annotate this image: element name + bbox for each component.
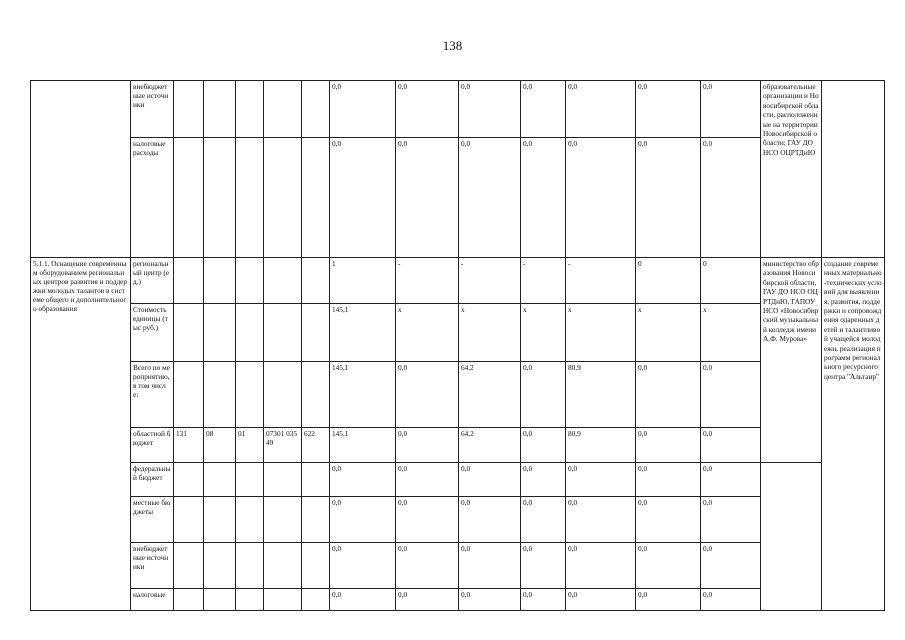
- value-cell: 0,0: [330, 543, 396, 589]
- source-cell: налоговые расходы: [131, 138, 174, 258]
- table-row: [31, 81, 885, 138]
- code-cell: [302, 138, 330, 258]
- value-cell: 0,0: [566, 138, 636, 258]
- result-cell: создание современных материально-технических условий для выявления, развития, поддержки и сопровождения одаренных детей и талантливой учащейся молодежи, реализация программ регионального ресурсного центра "Альтаир": [822, 258, 885, 611]
- value-cell: 1: [330, 258, 396, 304]
- value-cell: 0,0: [566, 589, 636, 611]
- code-cell: [174, 497, 204, 543]
- code-cell: [174, 543, 204, 589]
- code-cell: [236, 463, 264, 497]
- value-cell: 0,0: [396, 362, 459, 428]
- value-cell: 0,0: [459, 589, 521, 611]
- value-cell: 0,0: [701, 362, 761, 428]
- code-cell: 622: [302, 428, 330, 463]
- value-cell: 0,0: [566, 543, 636, 589]
- table-row: [31, 543, 885, 589]
- value-cell: 0,0: [636, 589, 701, 611]
- activity-cell: [31, 81, 131, 258]
- value-cell: 64,2: [459, 362, 521, 428]
- source-cell: внебюджетные источники: [131, 81, 174, 138]
- value-cell: 0,0: [521, 497, 566, 543]
- value-cell: x: [396, 304, 459, 362]
- value-cell: 0,0: [701, 138, 761, 258]
- value-cell: 0,0: [521, 138, 566, 258]
- value-cell: x: [521, 304, 566, 362]
- code-cell: [302, 304, 330, 362]
- value-cell: 0,0: [521, 428, 566, 463]
- value-cell: x: [701, 304, 761, 362]
- value-cell: 80,9: [566, 362, 636, 428]
- activity-cell: 5.1.1. Оснащение современным оборудованием региональных центров развития и поддержки молодых талантов в системе общего и дополнительного образования: [31, 258, 131, 611]
- value-cell: 0,0: [636, 463, 701, 497]
- value-cell: 0,0: [636, 543, 701, 589]
- value-cell: 0,0: [396, 543, 459, 589]
- code-cell: [174, 258, 204, 304]
- table-row: [31, 497, 885, 543]
- source-cell: налоговые: [131, 589, 174, 611]
- code-cell: [302, 463, 330, 497]
- value-cell: 0,0: [701, 81, 761, 138]
- code-cell: [264, 258, 302, 304]
- value-cell: 0,0: [396, 138, 459, 258]
- code-cell: [174, 362, 204, 428]
- code-cell: [264, 81, 302, 138]
- value-cell: 0,0: [521, 589, 566, 611]
- source-cell: федеральный бюджет: [131, 463, 174, 497]
- code-cell: [174, 463, 204, 497]
- value-cell: 0,0: [521, 543, 566, 589]
- code-cell: [302, 589, 330, 611]
- value-cell: 145,1: [330, 362, 396, 428]
- value-cell: 0,0: [701, 497, 761, 543]
- value-cell: 0,0: [636, 497, 701, 543]
- code-cell: [204, 304, 236, 362]
- table-row: [31, 362, 885, 428]
- value-cell: 0,0: [636, 81, 701, 138]
- source-cell: Стоимость единицы (тыс руб.): [131, 304, 174, 362]
- value-cell: -: [396, 258, 459, 304]
- value-cell: 0,0: [396, 463, 459, 497]
- value-cell: 0,0: [396, 81, 459, 138]
- code-cell: [302, 543, 330, 589]
- value-cell: 0,0: [459, 81, 521, 138]
- code-cell: [204, 362, 236, 428]
- table-row: [31, 258, 885, 304]
- value-cell: 0,0: [521, 362, 566, 428]
- value-cell: 0: [701, 258, 761, 304]
- value-cell: 0,0: [396, 428, 459, 463]
- value-cell: 0,0: [330, 589, 396, 611]
- code-cell: [264, 543, 302, 589]
- value-cell: 0,0: [396, 497, 459, 543]
- value-cell: 0,0: [330, 81, 396, 138]
- code-cell: [302, 81, 330, 138]
- source-cell: внебюджетные источники: [131, 543, 174, 589]
- value-cell: 0,0: [566, 81, 636, 138]
- code-cell: [174, 304, 204, 362]
- executor-cell: министерство образования Новосибирской области, ГАУ ДО НСО ОЦРТДиЮ, ГАПОУ НСО «Новосибирский музыкальный колледж имени А.Ф. Мурова»: [761, 258, 822, 463]
- value-cell: 64,2: [459, 428, 521, 463]
- code-cell: [236, 543, 264, 589]
- value-cell: 0,0: [636, 428, 701, 463]
- value-cell: -: [566, 258, 636, 304]
- code-cell: [204, 463, 236, 497]
- code-cell: 01: [236, 428, 264, 463]
- value-cell: 0,0: [701, 589, 761, 611]
- code-cell: [264, 497, 302, 543]
- value-cell: 0,0: [636, 362, 701, 428]
- value-cell: 0,0: [701, 463, 761, 497]
- page-number: 138: [442, 38, 463, 53]
- source-cell: местные бюджеты: [131, 497, 174, 543]
- code-cell: [236, 138, 264, 258]
- code-cell: [236, 258, 264, 304]
- value-cell: 0,0: [459, 497, 521, 543]
- code-cell: [264, 138, 302, 258]
- value-cell: 145,1: [330, 428, 396, 463]
- value-cell: 80,9: [566, 428, 636, 463]
- code-cell: [204, 81, 236, 138]
- value-cell: 0,0: [701, 428, 761, 463]
- value-cell: 0,0: [396, 589, 459, 611]
- source-cell: областной бюджет: [131, 428, 174, 463]
- code-cell: [264, 304, 302, 362]
- value-cell: 0,0: [330, 463, 396, 497]
- program-table: [30, 80, 885, 611]
- value-cell: x: [566, 304, 636, 362]
- table-row: [31, 428, 885, 463]
- value-cell: 0,0: [521, 463, 566, 497]
- value-cell: 0,0: [566, 463, 636, 497]
- value-cell: x: [459, 304, 521, 362]
- table-row: [31, 463, 885, 497]
- code-cell: 08: [204, 428, 236, 463]
- code-cell: [174, 81, 204, 138]
- code-cell: [236, 81, 264, 138]
- code-cell: 07301 03549: [264, 428, 302, 463]
- value-cell: 0,0: [330, 138, 396, 258]
- code-cell: [264, 463, 302, 497]
- value-cell: 0,0: [459, 463, 521, 497]
- code-cell: [264, 589, 302, 611]
- value-cell: 0,0: [459, 543, 521, 589]
- value-cell: 0,0: [636, 138, 701, 258]
- code-cell: [236, 304, 264, 362]
- code-cell: [204, 497, 236, 543]
- table-row: [31, 589, 885, 611]
- code-cell: [302, 362, 330, 428]
- code-cell: [236, 497, 264, 543]
- code-cell: [236, 589, 264, 611]
- code-cell: 131: [174, 428, 204, 463]
- table-row: [31, 138, 885, 258]
- value-cell: -: [459, 258, 521, 304]
- value-cell: -: [521, 258, 566, 304]
- code-cell: [204, 543, 236, 589]
- value-cell: 0,0: [701, 543, 761, 589]
- value-cell: x: [636, 304, 701, 362]
- result-cell: [822, 81, 885, 258]
- value-cell: 0: [636, 258, 701, 304]
- value-cell: 0,0: [330, 497, 396, 543]
- code-cell: [204, 589, 236, 611]
- value-cell: 0,0: [521, 81, 566, 138]
- code-cell: [264, 362, 302, 428]
- code-cell: [236, 362, 264, 428]
- executor-cell: образовательные организации и Новосибирской области, расположенные на территории Новосибирской области; ГАУ ДО НСО ОЦРТДиЮ: [761, 81, 822, 258]
- code-cell: [174, 589, 204, 611]
- code-cell: [302, 258, 330, 304]
- value-cell: 0,0: [566, 497, 636, 543]
- code-cell: [174, 138, 204, 258]
- executor-cell: [761, 463, 822, 611]
- source-cell: региональный центр (ед.): [131, 258, 174, 304]
- source-cell: Всего по мероприятию, в том числе:: [131, 362, 174, 428]
- value-cell: 145,1: [330, 304, 396, 362]
- table-row: [31, 304, 885, 362]
- code-cell: [204, 138, 236, 258]
- code-cell: [204, 258, 236, 304]
- value-cell: 0,0: [459, 138, 521, 258]
- code-cell: [302, 497, 330, 543]
